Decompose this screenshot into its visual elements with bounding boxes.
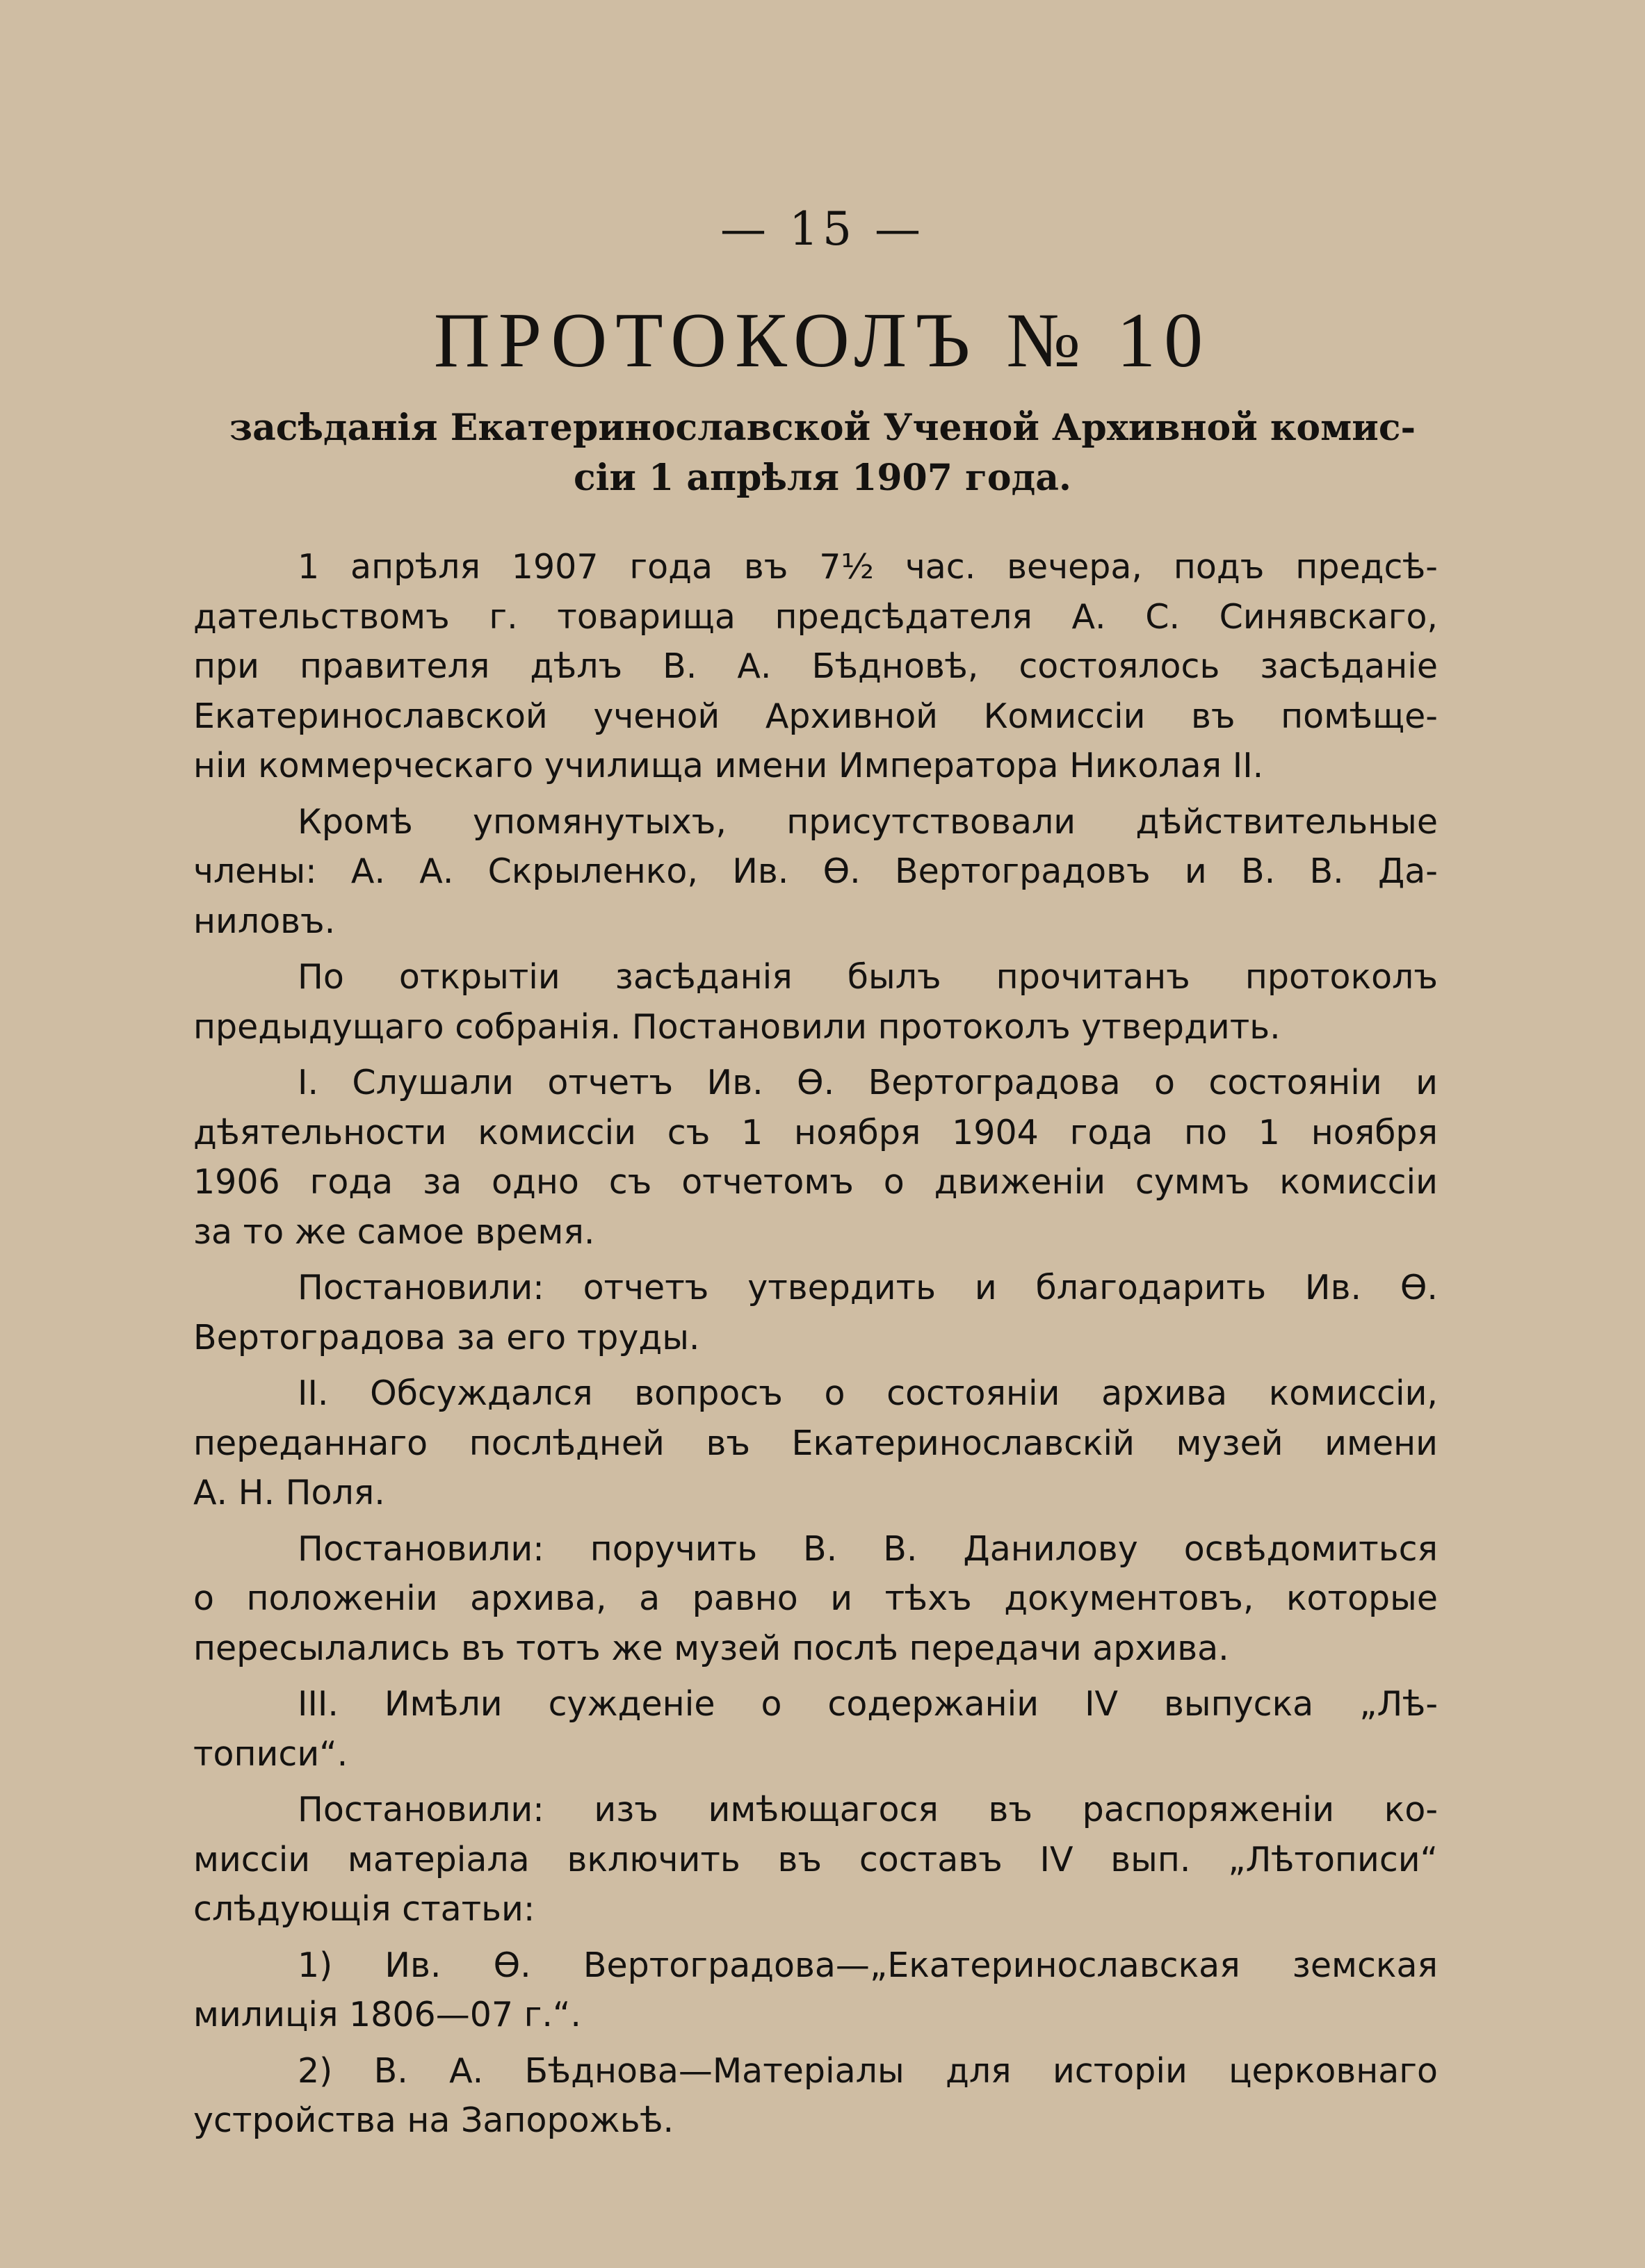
paragraph <box>193 1058 1438 1257</box>
paragraph-line: миссіи матеріала включить въ составъ IV вып. „Лѣтописи“ <box>193 1839 1438 1879</box>
paragraph <box>193 1524 1438 1674</box>
paragraph-line: милиція 1806—07 г.“. <box>193 1995 581 2034</box>
subtitle-line: засѣданія Екатеринославской Ученой Архивной комис- <box>229 407 1416 449</box>
subtitle-line: сіи 1 апрѣля 1907 года. <box>573 457 1072 499</box>
paragraph-line: Вертоградова за его труды. <box>193 1317 700 1357</box>
paragraph-line: предыдущаго собранія. Постановили протоколъ утвердить. <box>193 1006 1281 1047</box>
paragraph-line: ниловъ. <box>193 901 336 941</box>
paragraph-line: дательствомъ г. товарища предсѣдателя А. С. Синявскаго, <box>193 596 1438 637</box>
paragraph <box>193 1263 1438 1362</box>
paragraph-line: за то же самое время. <box>193 1211 595 1252</box>
paragraph-line: Постановили: поручить В. В. Данилову освѣдомиться <box>298 1528 1438 1569</box>
paragraph-line: I. Слушали отчетъ Ив. Ѳ. Вертоградова о состояніи и <box>298 1063 1438 1102</box>
paragraph <box>193 1785 1438 1934</box>
paragraph-line: ніи коммерческаго училища имени Императора Николая II. <box>193 746 1264 785</box>
paragraph-line: Постановили: отчетъ утвердить и благодарить Ив. Ѳ. <box>298 1268 1438 1307</box>
paragraph-line: 1 апрѣля 1907 года въ 7½ час. вечера, подъ предсѣ- <box>298 547 1438 587</box>
paragraph <box>193 1679 1438 1779</box>
paragraph <box>193 797 1438 947</box>
paragraph-line: II. Обсуждался вопросъ о состояніи архива комиссіи, <box>298 1373 1438 1413</box>
paragraph-line: устройства на Запорожьѣ. <box>193 2100 674 2140</box>
paragraph-line: пересылались въ тотъ же музей послѣ передачи архива. <box>193 1628 1229 1668</box>
paragraph-line: Постановили: изъ имѣющагося въ распоряженіи ко- <box>298 1790 1438 1829</box>
paragraph-line: 2) В. А. Бѣднова—Матеріалы для исторіи церковнаго <box>298 2050 1438 2091</box>
paragraph-line: III. Имѣли сужденіе о содержаніи IV выпуска „Лѣ- <box>298 1684 1438 1724</box>
paragraph <box>193 2046 1438 2146</box>
page-number: — 15 — <box>720 202 925 256</box>
paragraph <box>193 952 1438 1052</box>
paragraph-line: 1906 года за одно съ отчетомъ о движеніи суммъ комиссіи <box>193 1162 1438 1202</box>
paragraph-line: о положеніи архива, а равно и тѣхъ документовъ, которые <box>193 1578 1438 1618</box>
paragraph <box>193 1369 1438 1518</box>
paragraph <box>193 542 1438 791</box>
paragraph-line: Кромѣ упомянутыхъ, присутствовали дѣйствительные <box>298 801 1438 842</box>
paragraph-line: при правителя дѣлъ В. А. Бѣдновѣ, состоялось засѣданіе <box>193 646 1438 686</box>
paragraph-line: 1) Ив. Ѳ. Вертоградова—„Екатеринославская земская <box>298 1945 1438 1985</box>
paragraph-line: тописи“. <box>193 1733 348 1774</box>
document-title: ПРОТОКОЛЪ № 10 <box>433 297 1212 384</box>
paragraph-line: По открытіи засѣданія былъ прочитанъ протоколъ <box>298 957 1438 997</box>
body-text <box>193 542 1438 2152</box>
paragraph-line: Екатеринославской ученой Архивной Комиссіи въ помѣще- <box>193 696 1438 736</box>
paragraph <box>193 1941 1438 2040</box>
paragraph-line: переданнаго послѣдней въ Екатеринославскій музей имени <box>193 1423 1438 1463</box>
paragraph-line: члены: А. А. Скрыленко, Ив. Ѳ. Вертоградовъ и В. В. Да- <box>193 851 1438 891</box>
paragraph-line: дѣятельности комиссіи съ 1 ноября 1904 года по 1 ноября <box>193 1112 1438 1152</box>
document-subtitle <box>195 403 1450 503</box>
paragraph-line: А. Н. Поля. <box>193 1473 385 1512</box>
paragraph-line: слѣдующія статьи: <box>193 1889 535 1929</box>
